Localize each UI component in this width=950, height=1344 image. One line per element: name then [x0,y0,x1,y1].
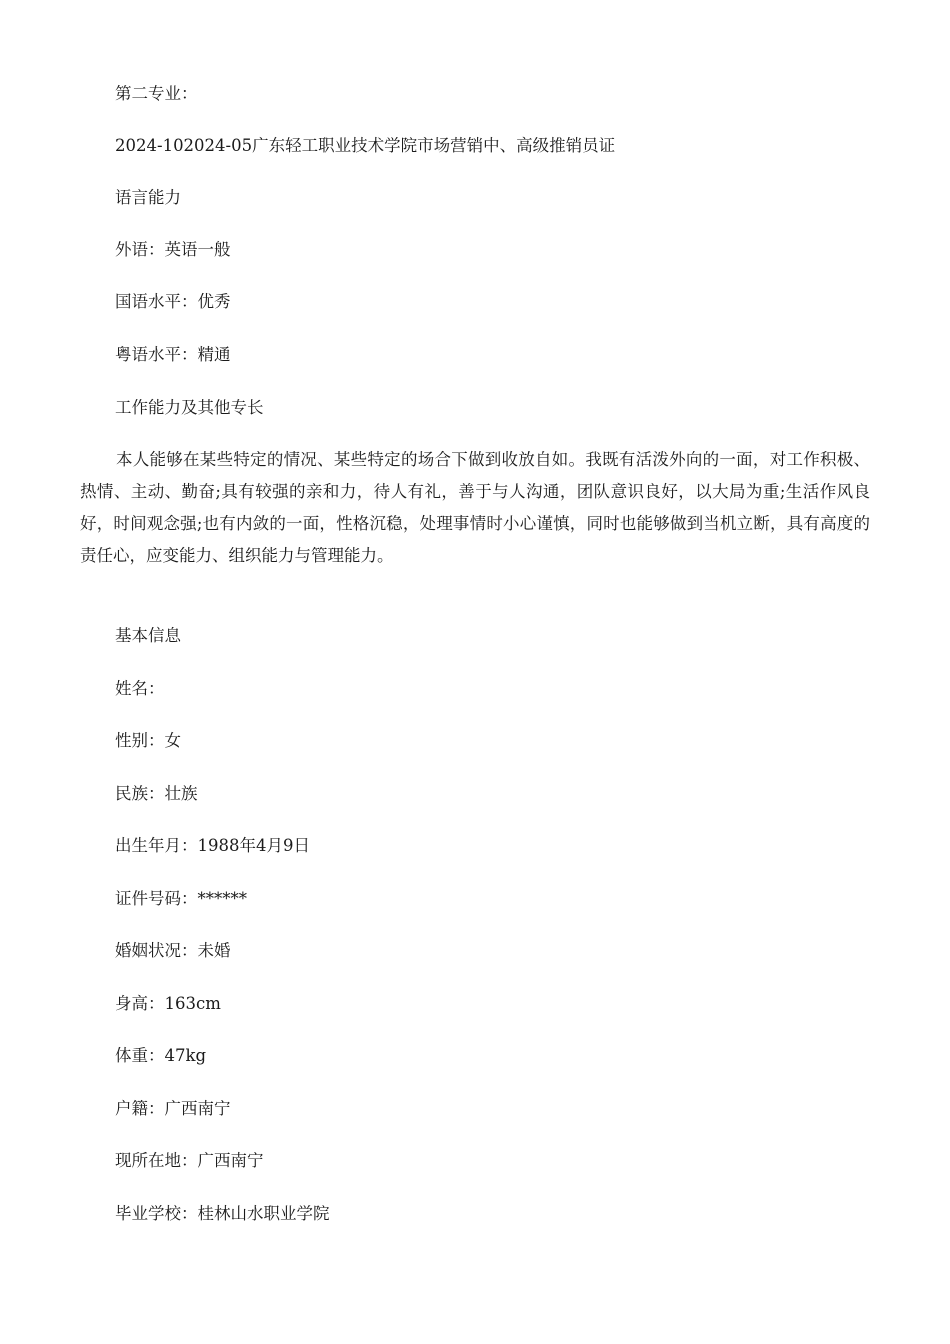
gender-line: 性别：女 [115,731,181,750]
marital-status-line: 婚姻状况：未婚 [115,941,231,960]
second-major-line: 第二专业： [115,84,198,103]
cantonese-level-line: 粤语水平：精通 [115,345,231,364]
ethnicity-line: 民族：壮族 [115,784,198,803]
household-registration-line: 户籍：广西南宁 [115,1099,231,1118]
graduate-school-line: 毕业学校：桂林山水职业学院 [115,1204,330,1223]
self-description-paragraph: 本人能够在某些特定的情况、某些特定的场合下做到收放自如。我既有活泼外向的一面，对工作积极、热情、主动、勤奋;具有较强的亲和力，待人有礼，善于与人沟通，团队意识良好，以大局为重;生活作风良好，时间观念强;也有内敛的一面，性格沉稳，处理事情时小心谨慎，同时也能够做到当机立断，具有高度的责任心，应变能力、组织能力与管理能力。 [80,450,870,565]
id-number-line: 证件号码：****** [115,889,247,908]
weight-line: 体重：47kg [115,1046,207,1065]
skills-section-heading: 工作能力及其他专长 [115,398,264,417]
mandarin-level-line: 国语水平：优秀 [115,292,231,311]
birth-date-line: 出生年月：1988年4月9日 [115,836,310,855]
current-location-line: 现所在地：广西南宁 [115,1151,264,1170]
height-line: 身高：163cm [115,994,221,1013]
certificate-line: 2024-102024-05广东轻工职业技术学院市场营销中、高级推销员证 [115,136,616,155]
basic-info-heading: 基本信息 [115,626,181,645]
name-line: 姓名： [115,679,165,698]
foreign-language-line: 外语：英语一般 [115,240,231,259]
language-section-heading: 语言能力 [115,188,181,207]
